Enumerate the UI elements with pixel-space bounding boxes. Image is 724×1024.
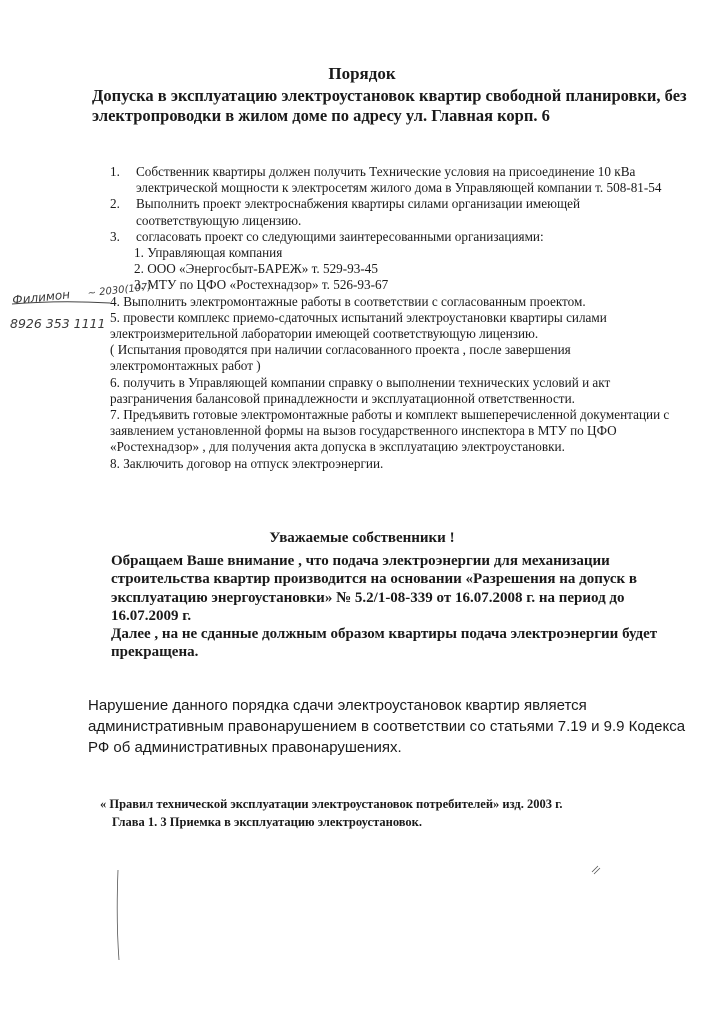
document-title: Порядок	[328, 64, 396, 83]
notice-warning: Далее , на не сданные должным образом квартиры подача электроэнергии будет прекращена.	[111, 626, 658, 661]
step-text: согласовать проект со следующими заинтересованными организациями:	[136, 228, 544, 244]
scan-speck	[592, 866, 600, 874]
violation-paragraph: Нарушение данного порядка сдачи электроустановок квартир является административным правонарушением в соответствии со статьями 7.19 и 9.9 Кодекса РФ об административных правонарушениях.	[88, 697, 686, 756]
document-subtitle: Допуска в эксплуатацию электроустановок квартир свободной планировки, без электропроводки в жилом доме по адресу ул. Главная корп. 6	[92, 86, 687, 125]
step-text: Собственник квартиры должен получить Технические условия на присоединение 10 кВа электрической мощности к электросетям жилого дома в Управляющей компании т. 508-81-54	[136, 164, 662, 196]
source-chapter: Глава 1. 3 Приемка в эксплуатацию электроустановок.	[112, 815, 422, 829]
handwritten-phone: 8926 353 1111	[10, 316, 106, 331]
notice-heading: Уважаемые собственники !	[269, 530, 455, 546]
handwritten-underline	[12, 302, 110, 304]
notice-body: Обращаем Ваше внимание , что подача электроэнергии для механизации строительства квартир производится на основании «Разрешения на допуск в эксплуатацию энергоустановки» № 5.2/1-08-339 от 16.07.2008 г. на период до 16.07.2009 г.	[111, 553, 638, 624]
organization-item: 3. МТУ по ЦФО «Ростехнадзор» т. 526-93-67	[134, 277, 389, 293]
step-paragraph: 4. Выполнить электромонтажные работы в соответствии с согласованным проектом.	[110, 293, 586, 309]
organization-item: 1. Управляющая компания	[134, 245, 283, 261]
step-paragraph: 8. Заключить договор на отпуск электроэнергии.	[110, 455, 384, 471]
step-number: 2.	[110, 196, 120, 212]
scan-margin-line	[117, 870, 119, 960]
step-note: ( Испытания проводятся при наличии согласованного проекта , после завершения электромонтажных работ )	[110, 342, 571, 374]
step-number: 1.	[110, 164, 120, 179]
step-text: Выполнить проект электроснабжения квартиры силами организации имеющей соответствующую лицензию.	[136, 196, 581, 228]
organization-item: 2. ООО «Энергосбыт-БАРЕЖ» т. 529-93-45	[134, 261, 378, 277]
handwritten-extension: ~ 2030(107)	[87, 281, 152, 300]
step-paragraph: 6. получить в Управляющей компании справку о выполнении технических условий и акт разграничения балансовой принадлежности и эксплуатационной ответственности.	[110, 374, 611, 406]
step-paragraph: 5. провести комплекс приемо-сдаточных испытаний электроустановки квартиры силами электроизмерительной лаборатории имеющей соответствующую лицензию.	[110, 309, 607, 342]
source-line: « Правил технической эксплуатации электроустановок потребителей» изд. 2003 г.	[100, 797, 563, 811]
step-number: 3.	[110, 228, 120, 244]
handwritten-name: Филимон	[11, 287, 71, 308]
step-paragraph: 7. Предъявить готовые электромонтажные работы и комплект вышеперечисленной документации с заявлением установленной формы на вызов государственного инспектора в МТУ по ЦФО «Ростехнадзор» , для получения акта допуска в эксплуатацию электроустановки.	[110, 407, 670, 455]
